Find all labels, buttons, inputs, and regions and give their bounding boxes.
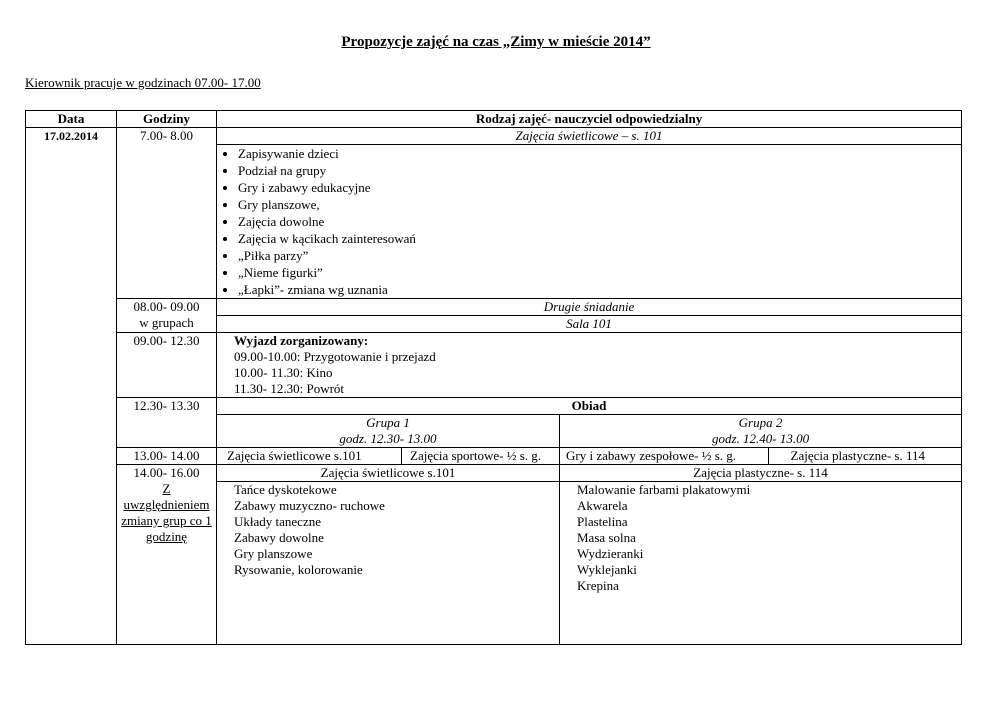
activity-list-cell — [217, 145, 962, 299]
list-item: Gry planszowe — [234, 546, 313, 561]
right-activity-header: Zajęcia plastyczne- s. 114 — [560, 465, 962, 482]
table-row — [26, 448, 962, 465]
activity-name: Drugie śniadanie — [217, 299, 962, 316]
schedule-table — [25, 110, 962, 645]
activity-place: Sala 101 — [217, 316, 962, 333]
list-item: • Zajęcia dowolne — [238, 213, 958, 230]
activity-list — [220, 145, 958, 298]
right-activity-list — [563, 482, 958, 594]
trip-cell — [217, 333, 962, 398]
time-cell — [117, 299, 217, 333]
group-1-cell — [217, 415, 560, 448]
trip-line: 10.00- 11.30: Kino — [234, 365, 333, 380]
list-item: • „Piłka parzy” — [238, 247, 958, 264]
table-row — [26, 299, 962, 316]
time-note: zmiany grup co 1 — [121, 513, 212, 528]
split-cell-left — [217, 448, 560, 465]
activity-c: Gry i zabawy zespołowe- ½ s. g. — [560, 448, 768, 464]
time-note: Z — [162, 481, 171, 496]
time-note: godzinę — [145, 529, 188, 544]
trip-line: 11.30- 12.30: Powrót — [234, 381, 345, 396]
group-1-time: godz. 12.30- 13.00 — [339, 431, 437, 446]
list-item: Rysowanie, kolorowanie — [234, 562, 363, 577]
time-note: uwzględnieniem — [123, 497, 210, 512]
time-range: 08.00- 09.00 — [133, 299, 200, 314]
time-note: w grupach — [139, 315, 194, 330]
split-table — [217, 448, 559, 464]
activity-name: Obiad — [217, 398, 962, 415]
activity-b: Zajęcia sportowe- ½ s. g. — [410, 448, 542, 463]
list-item: Zabawy dowolne — [234, 530, 324, 545]
trip-heading: Wyjazd zorganizowany: — [234, 333, 369, 348]
group-2-cell — [560, 415, 962, 448]
list-item: Plastelina — [577, 514, 628, 529]
list-item: • Zajęcia w kącikach zainteresowań — [238, 230, 958, 247]
col-header-activity: Rodzaj zajęć- nauczyciel odpowiedzialny — [217, 111, 962, 128]
time-cell: 12.30- 13.30 — [117, 398, 217, 448]
left-activity-list — [220, 482, 556, 578]
activity-d: Zajęcia plastyczne- s. 114 — [790, 448, 926, 463]
split-table — [560, 448, 961, 464]
group-2-name: Grupa 2 — [738, 415, 783, 430]
col-header-date: Data — [26, 111, 117, 128]
list-item: Krepina — [577, 578, 619, 593]
list-item: • Podział na grupy — [238, 162, 958, 179]
time-cell — [117, 465, 217, 645]
left-activity-list-cell — [217, 482, 560, 645]
list-item: Tańce dyskotekowe — [234, 482, 337, 497]
table-row — [26, 333, 962, 398]
date-cell: 17.02.2014 — [26, 128, 117, 645]
list-item: Akwarela — [577, 498, 628, 513]
group-2-time: godz. 12.40- 13.00 — [711, 431, 810, 446]
group-1-name: Grupa 1 — [366, 415, 410, 430]
list-item: • „Nieme figurki” — [238, 264, 958, 281]
table-row — [26, 465, 962, 482]
time-range: 14.00- 16.00 — [133, 465, 200, 480]
list-item: • „Łapki”- zmiana wg uznania — [238, 281, 958, 298]
right-activity-list-cell — [560, 482, 962, 645]
col-header-hours: Godziny — [117, 111, 217, 128]
time-cell: 7.00- 8.00 — [117, 128, 217, 299]
manager-hours: Kierownik pracuje w godzinach 07.00- 17.00 — [25, 75, 261, 90]
list-item: Masa solna — [577, 530, 636, 545]
activity-a: Zajęcia świetlicowe s.101 — [217, 448, 402, 464]
left-activity-header: Zajęcia świetlicowe s.101 — [217, 465, 560, 482]
header-row — [26, 111, 962, 128]
list-item: Wydzieranki — [577, 546, 644, 561]
list-item: Wyklejanki — [577, 562, 637, 577]
split-cell-right — [560, 448, 962, 465]
trip-line: 09.00-10.00: Przygotowanie i przejazd — [234, 349, 436, 364]
page-title: Propozycje zajęć na czas „Zimy w mieście 2014” — [341, 34, 651, 50]
time-cell: 09.00- 12.30 — [117, 333, 217, 398]
table-row — [26, 398, 962, 415]
activity-place: Zajęcia świetlicowe – s. 101 — [217, 128, 962, 145]
list-item: Malowanie farbami plakatowymi — [577, 482, 751, 497]
table-row — [26, 128, 962, 145]
list-item: • Gry i zabawy edukacyjne — [238, 179, 958, 196]
time-cell: 13.00- 14.00 — [117, 448, 217, 465]
list-item: • Gry planszowe, — [238, 196, 958, 213]
list-item: Układy taneczne — [234, 514, 321, 529]
list-item: Zabawy muzyczno- ruchowe — [234, 498, 385, 513]
list-item: • Zapisywanie dzieci — [238, 145, 958, 162]
